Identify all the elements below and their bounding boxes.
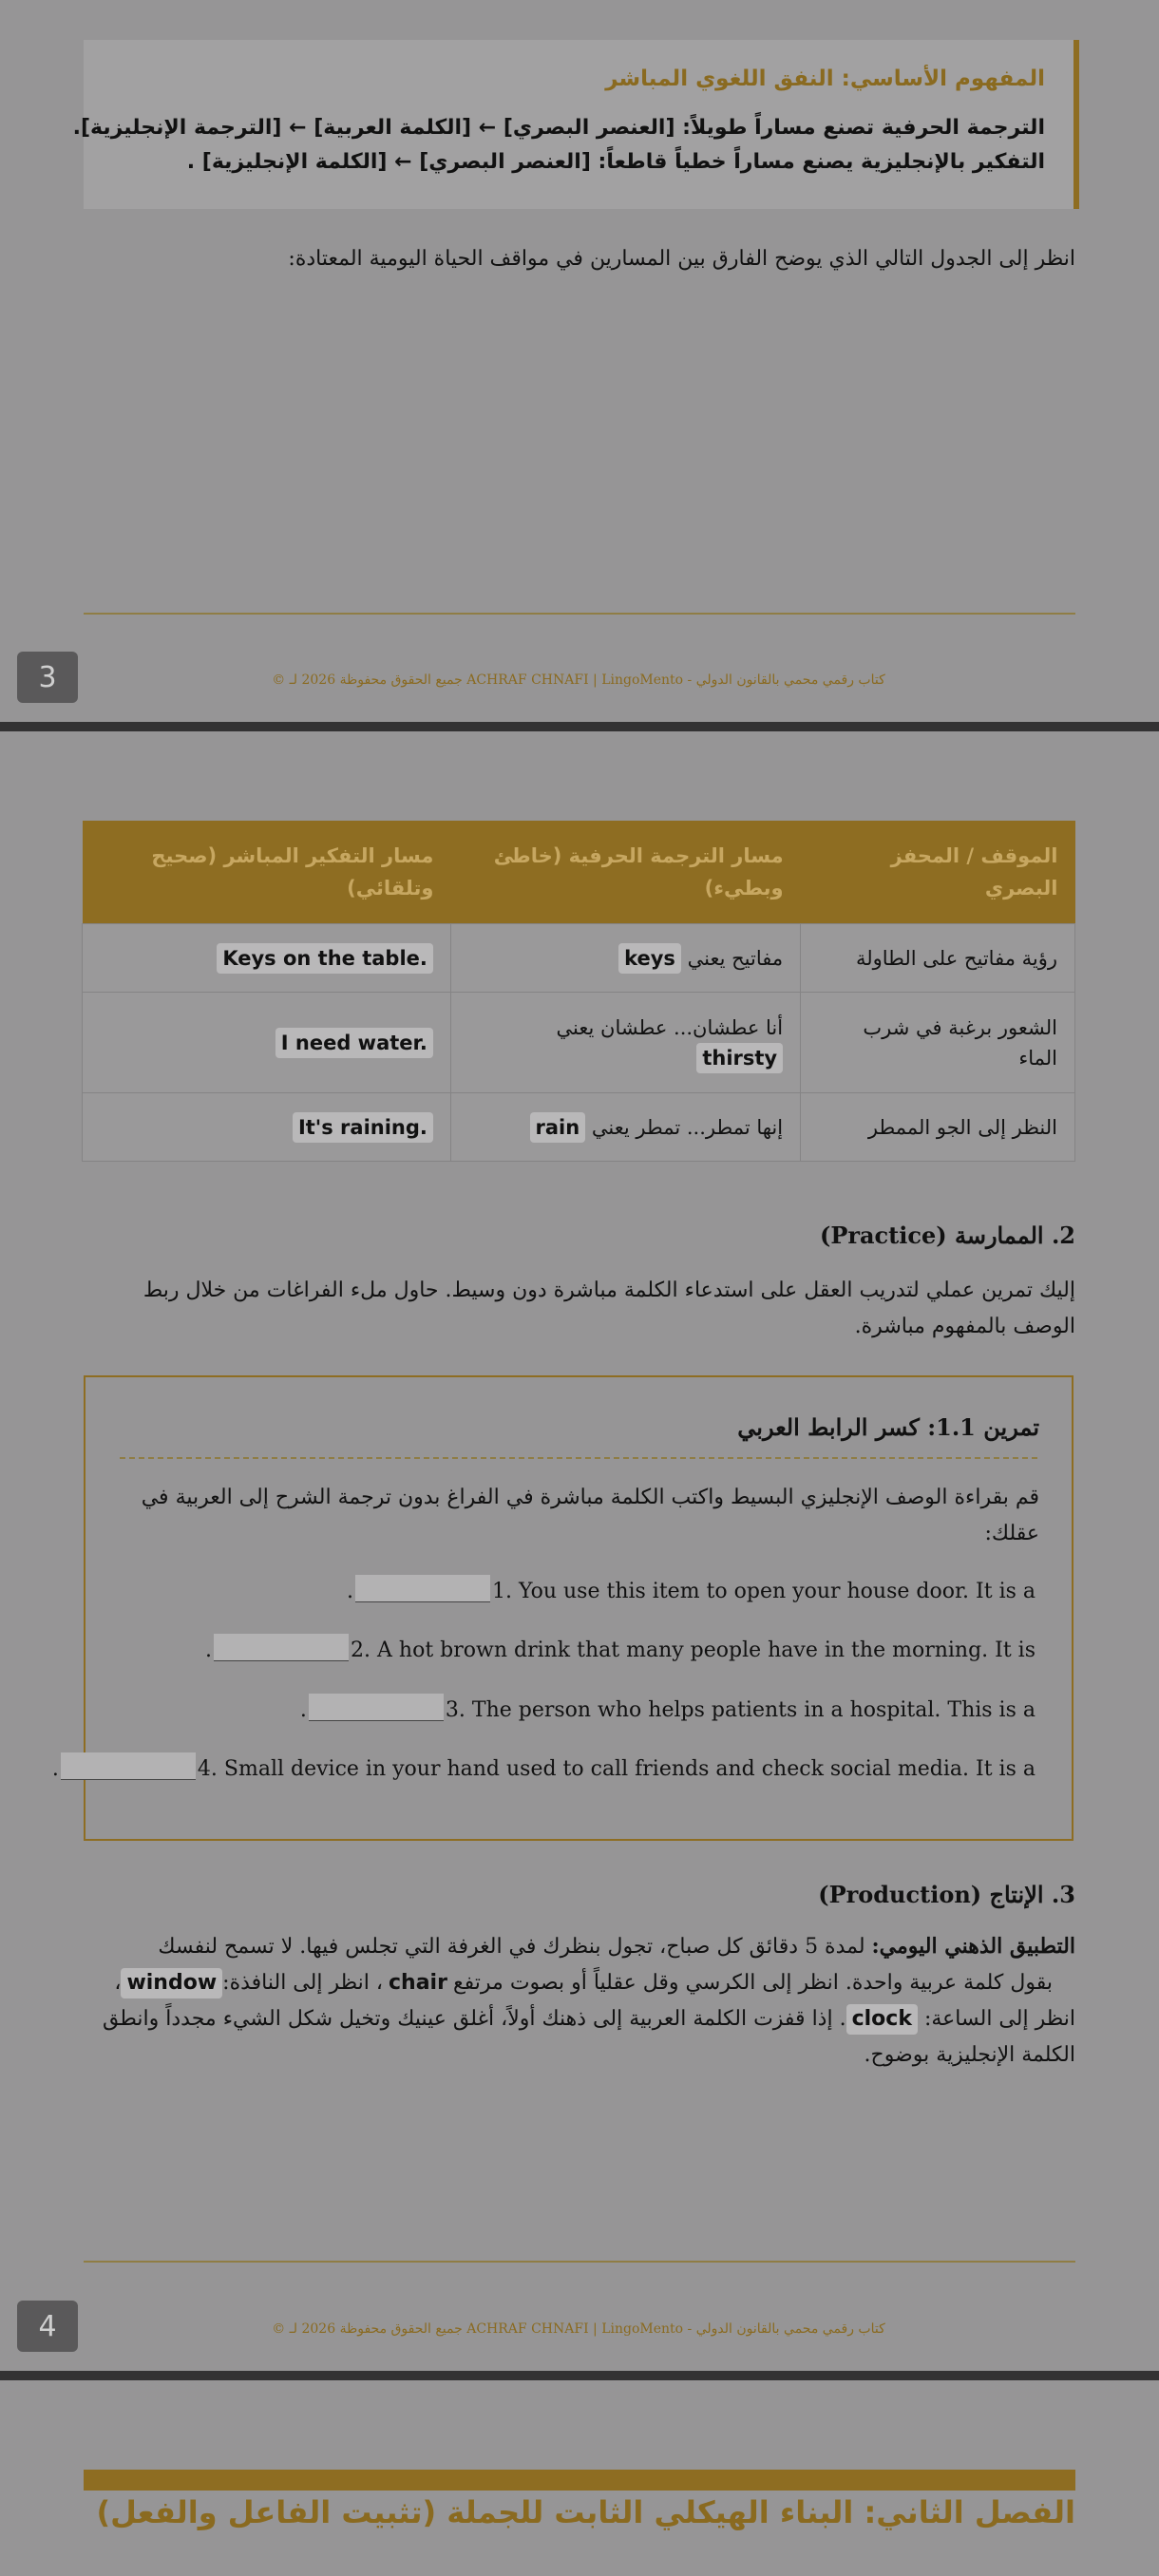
table-row <box>83 993 1075 1093</box>
exercise-box <box>51 1375 1074 1841</box>
answer-blank[interactable] <box>355 1575 490 1602</box>
word-chip: clock <box>846 2004 918 2035</box>
table-row <box>83 1093 1075 1162</box>
word-chip: thirsty <box>696 1043 783 1073</box>
word-chip: chair <box>388 1971 447 1995</box>
callout-title: المفهوم الأساسي: النفق اللغوي المباشر <box>605 66 1045 91</box>
table-header-row <box>83 821 1075 924</box>
answer-blank[interactable] <box>61 1752 196 1780</box>
comparison-table-wrapper <box>82 821 1075 1162</box>
page-number-badge: 3 <box>17 652 78 703</box>
copyright-footer: © جميع الحقوق محفوظة 2026 لـ ACHRAF CHNAFI | LingoMento - كتاب رقمي محمي بالقانون الدولي <box>272 672 885 688</box>
callout-line-direct-path: التفكير بالإنجليزية يصنع مساراً خطياً قاطعاً: [العنصر البصري] ← [الكلمة الإنجليزية] . <box>186 150 1045 174</box>
footer-divider <box>84 2261 1075 2263</box>
table-row <box>83 924 1075 993</box>
chapter-title: الفصل الثاني: البناء الهيكلي الثابت للجملة (تثبيت الفاعل والفعل) <box>96 2494 1075 2530</box>
production-line: التطبيق الذهني اليومي: لمدة 5 دقائق كل صباح، تجول بنظرك في الغرفة التي تجلس فيها. لا تسمح لنفسك <box>158 1934 1075 1959</box>
direct-cell <box>83 924 451 993</box>
situation-cell: رؤية مفاتيح على الطاولة <box>801 924 1075 993</box>
key-concept-callout <box>72 40 1079 209</box>
production-heading: 3. الإنتاج (Production) <box>818 1881 1075 1908</box>
footer-divider <box>84 613 1075 615</box>
practice-text: إليك تمرين عملي لتدريب العقل على استدعاء الكلمة مباشرة دون وسيط. حاول ملء الفراغات من خلال ربط الوصف بالمفهوم مباشرة. <box>142 1279 1075 1338</box>
literal-cell: أنا عطشان... عطشان يعني thirsty <box>450 993 800 1093</box>
exercise-item: . 2. A hot brown drink that many people have in the morning. It is <box>205 1634 1036 1662</box>
literal-cell: مفاتيح يعني keys <box>450 924 800 993</box>
direct-cell <box>83 1093 451 1162</box>
sentence-chip: Keys on the table. <box>217 943 433 974</box>
exercise-item: . 1. You use this item to open your house door. It is a <box>347 1575 1036 1603</box>
production-paragraph <box>78 1928 1075 2074</box>
answer-blank[interactable] <box>214 1634 349 1661</box>
header-direct-path: مسار التفكير المباشر (صحيح وتلقائي) <box>83 821 451 924</box>
page-number-badge: 4 <box>17 2301 78 2352</box>
exercise-instruction: قم بقراءة الوصف الإنجليزي البسيط واكتب الكلمة مباشرة في الفراغ بدون ترجمة الشرح إلى العربية في عقلك: <box>141 1486 1039 1545</box>
chapter-accent-bar <box>84 2470 1075 2491</box>
table-intro-text: انظر إلى الجدول التالي الذي يوضح الفارق بين المسارين في مواقف الحياة اليومية المعتادة: <box>288 247 1075 271</box>
page-separator <box>0 722 1159 731</box>
word-chip: window <box>121 1968 222 1998</box>
sentence-chip: I need water. <box>276 1028 433 1058</box>
sentence-chip: It's raining. <box>293 1112 433 1143</box>
comparison-table <box>82 821 1075 1162</box>
production-line: انظر إلى الساعة: clock. إذا قفزت الكلمة العربية إلى ذهنك أولاً، أغلق عينيك وتخيل شكل الشيء مجدداً وانطق <box>78 2001 1075 2037</box>
page-separator <box>0 2371 1159 2380</box>
production-line: الكلمة الإنجليزية بوضوح. <box>864 2043 1075 2067</box>
exercise-item: . 3. The person who helps patients in a hospital. This is a <box>300 1694 1036 1722</box>
exercise-item: . 4. Small device in your hand used to call friends and check social media. It is a <box>52 1752 1036 1781</box>
answer-blank[interactable] <box>309 1694 444 1721</box>
exercise-title: تمرين 1.1: كسر الرابط العربي <box>737 1413 1039 1441</box>
practice-heading: 2. الممارسة (Practice) <box>819 1222 1075 1249</box>
production-line: بقول كلمة عربية واحدة. انظر إلى الكرسي وقل عقلياً أو بصوت مرتفعchair، انظر إلى النافذة:window، <box>78 1965 1075 2001</box>
situation-cell: النظر إلى الجو الممطر <box>801 1093 1075 1162</box>
header-literal-path: مسار الترجمة الحرفية (خاطئ وبطيء) <box>450 821 800 924</box>
situation-cell: الشعور برغبة في شرب الماء <box>801 993 1075 1093</box>
word-chip: rain <box>530 1112 586 1143</box>
callout-line-literal-path: الترجمة الحرفية تصنع مساراً طويلاً: [العنصر البصري] ← [الكلمة العربية] ← [الترجمة الإنجليزية]. <box>72 116 1045 140</box>
exercise-divider <box>120 1457 1037 1459</box>
literal-cell: إنها تمطر... تمطر يعني rain <box>450 1093 800 1162</box>
direct-cell <box>83 993 451 1093</box>
copyright-footer: © جميع الحقوق محفوظة 2026 لـ ACHRAF CHNAFI | LingoMento - كتاب رقمي محمي بالقانون الدولي <box>272 2321 885 2337</box>
word-chip: keys <box>618 943 681 974</box>
header-situation: الموقف / المحفز البصري <box>801 821 1075 924</box>
